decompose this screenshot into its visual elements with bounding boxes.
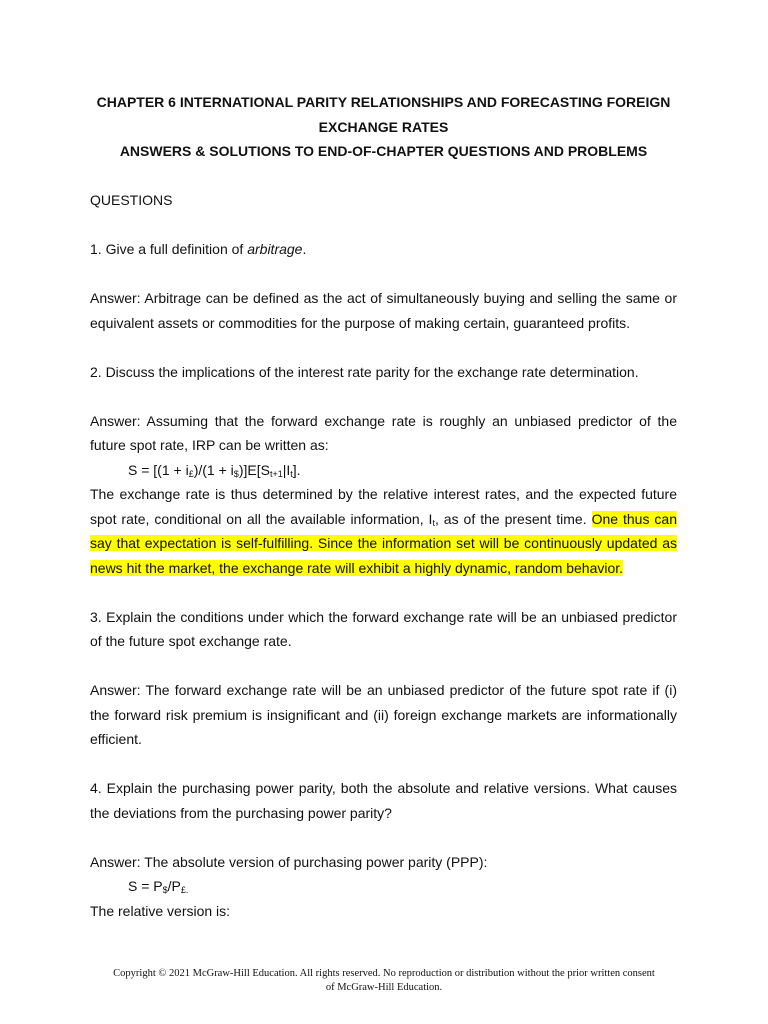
relative-version-label: The relative version is: bbox=[90, 902, 231, 919]
formula-part: S = [(1 + i bbox=[128, 461, 189, 478]
formula-sub: t bbox=[290, 468, 293, 479]
question-1-suffix: . bbox=[302, 241, 307, 257]
section-label: QUESTIONS bbox=[90, 192, 173, 208]
chapter-subtitle: ANSWERS & SOLUTIONS TO END-OF-CHAPTER QUESTIONS AND PROBLEMS bbox=[119, 143, 648, 159]
highlighted-text: One thus can say that expectation is self-fulfilling. Since the information set will be continuously updated as news hit the market, the exchange rate will exhibit a highly dynamic, random behavior. bbox=[90, 510, 677, 576]
question-3: 3. Explain the conditions under which the forward exchange rate will be an unbiased predictor of the future spot exchange rate. bbox=[90, 608, 677, 649]
formula-part: )/(1 + i bbox=[193, 461, 234, 478]
formula-part: ]. bbox=[292, 461, 301, 478]
answer-4-intro: Answer: The absolute version of purchasing power parity (PPP): bbox=[90, 853, 488, 870]
irp-formula bbox=[90, 458, 677, 483]
answer-2-intro: Answer: Assuming that the forward exchange rate is roughly an unbiased predictor of the future spot rate, IRP can be written as: bbox=[90, 412, 677, 453]
formula-sub: $ bbox=[162, 885, 168, 895]
formula-part: |I bbox=[282, 461, 291, 478]
formula-sub: t+1 bbox=[269, 468, 283, 479]
question-1-prefix: 1. Give a full definition of bbox=[90, 241, 248, 257]
formula-part: S = P bbox=[128, 878, 163, 894]
copyright-footer bbox=[80, 967, 688, 995]
chapter-title-line2: EXCHANGE RATES bbox=[318, 118, 449, 135]
question-4: 4. Explain the purchasing power parity, both the absolute and relative versions. What causes the deviations from the purchasing power parity? bbox=[90, 780, 677, 821]
answer-2-text: , as of the present time. bbox=[434, 510, 592, 527]
question-2: 2. Discuss the implications of the interest rate parity for the exchange rate determination. bbox=[90, 363, 639, 380]
question-1 bbox=[90, 237, 677, 262]
formula-sub: £. bbox=[180, 885, 189, 895]
answer-1: Answer: Arbitrage can be defined as the act of simultaneously buying and selling the same or equivalent assets or commodities for the purpose of making certain, guaranteed profits. bbox=[90, 290, 677, 331]
question-1-term: arbitrage bbox=[247, 241, 303, 257]
answer-2-body bbox=[90, 482, 677, 580]
ppp-formula bbox=[90, 874, 677, 899]
footer-line1: Copyright © 2021 McGraw-Hill Education. All rights reserved. No reproduction or distribution without the prior written consent bbox=[113, 968, 655, 979]
answer-2-sub: t bbox=[432, 517, 435, 528]
formula-part: )]E[S bbox=[238, 461, 270, 478]
formula-sub: $ bbox=[233, 468, 239, 479]
answer-2-text: The exchange rate is thus determined by the relative interest rates, and the expected future spot rate, conditional on all the available information, I bbox=[90, 486, 677, 527]
document-page bbox=[90, 90, 677, 923]
footer-line2: of McGraw-Hill Education. bbox=[325, 982, 443, 993]
answer-3: Answer: The forward exchange rate will be an unbiased predictor of the future spot rate if (i) the forward risk premium is insignificant and (ii) foreign exchange markets are informationally efficient. bbox=[90, 682, 677, 747]
chapter-title-line1: CHAPTER 6 INTERNATIONAL PARITY RELATIONSHIPS AND FORECASTING FOREIGN bbox=[96, 94, 671, 110]
formula-part: /P bbox=[167, 878, 181, 894]
formula-sub: £ bbox=[188, 468, 194, 479]
